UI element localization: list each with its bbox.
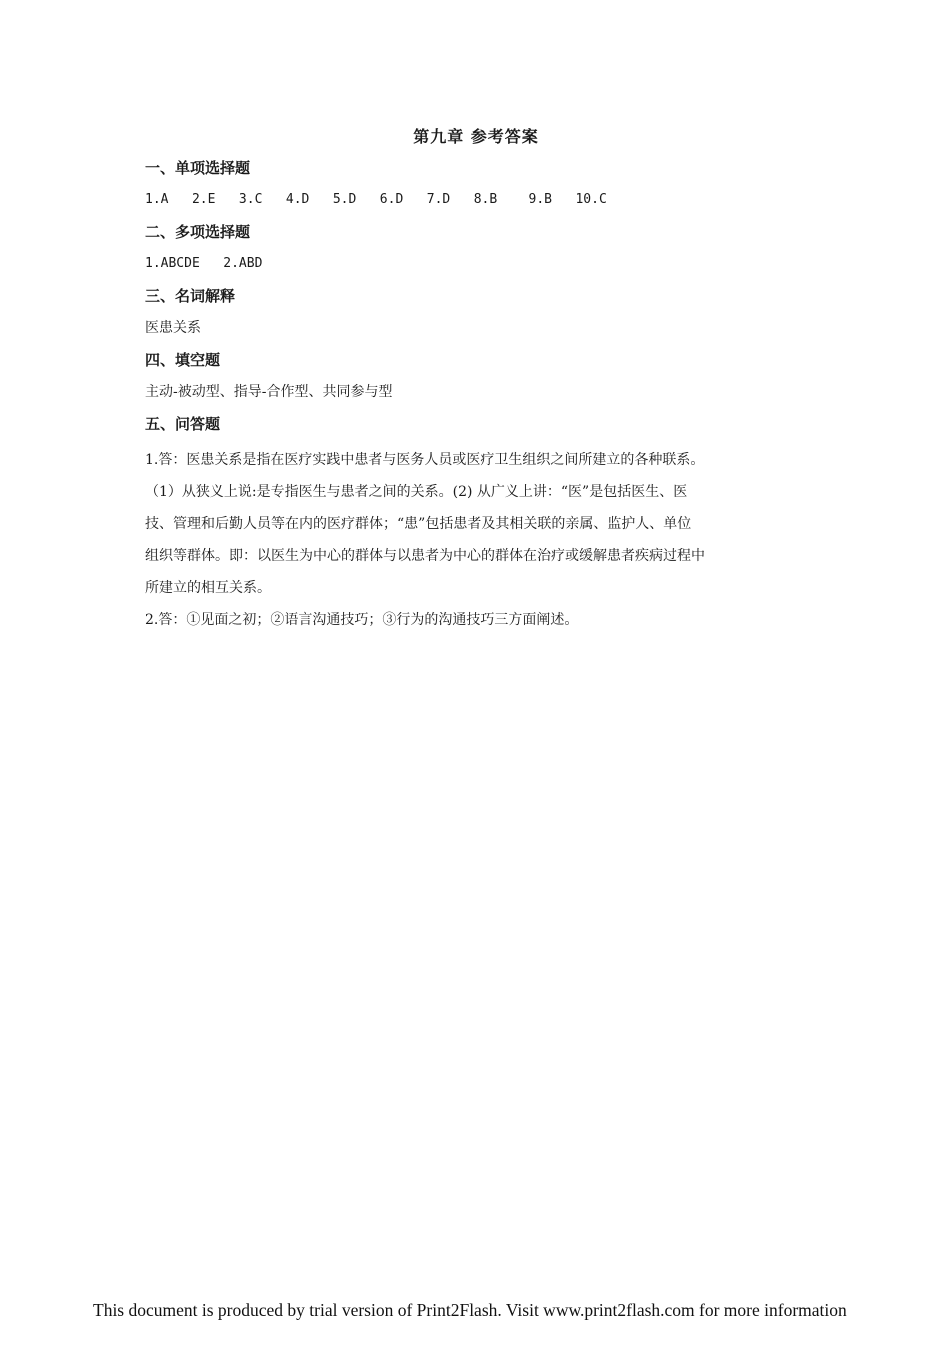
section-heading-fill-blank: 四、填空题 (145, 351, 221, 369)
qa-line: 技、管理和后勤人员等在内的医疗群体；“患”包括患者及其相关联的亲属、监护人、单位 (145, 516, 692, 532)
term-explanation-answer: 医患关系 (145, 320, 201, 336)
document-body (145, 156, 810, 636)
section-heading-term-explanation: 三、名词解释 (145, 287, 236, 305)
qa-line: 2.答：①见面之初；②语言沟通技巧；③行为的沟通技巧三方面阐述。 (145, 612, 579, 628)
section-heading-multiple-choice: 二、多项选择题 (145, 223, 251, 241)
section-heading-qa: 五、问答题 (145, 415, 221, 433)
page-title: 第九章 参考答案 (413, 127, 539, 146)
single-choice-answers: 1.A 2.E 3.C 4.D 5.D 6.D 7.D 8.B 9.B 10.C (145, 192, 607, 207)
trial-watermark-footer: This document is produced by trial version of Print2Flash. Visit www.print2flash.com for more information (93, 1300, 847, 1320)
multiple-choice-answers: 1.ABCDE 2.ABD (145, 256, 263, 271)
qa-line: （1）从狭义上说:是专指医生与患者之间的关系。(2) 从广义上讲：“医”是包括医生、医 (145, 484, 688, 500)
qa-line: 1.答：医患关系是指在医疗实践中患者与医务人员或医疗卫生组织之间所建立的各种联系。 (145, 452, 705, 468)
qa-line: 所建立的相互关系。 (145, 580, 271, 596)
fill-blank-answer: 主动-被动型、指导-合作型、共同参与型 (145, 384, 393, 400)
qa-line: 组织等群体。即：以医生为中心的群体与以患者为中心的群体在治疗或缓解患者疾病过程中 (145, 548, 705, 564)
qa-answers (145, 444, 810, 636)
section-heading-single-choice: 一、单项选择题 (145, 159, 251, 177)
